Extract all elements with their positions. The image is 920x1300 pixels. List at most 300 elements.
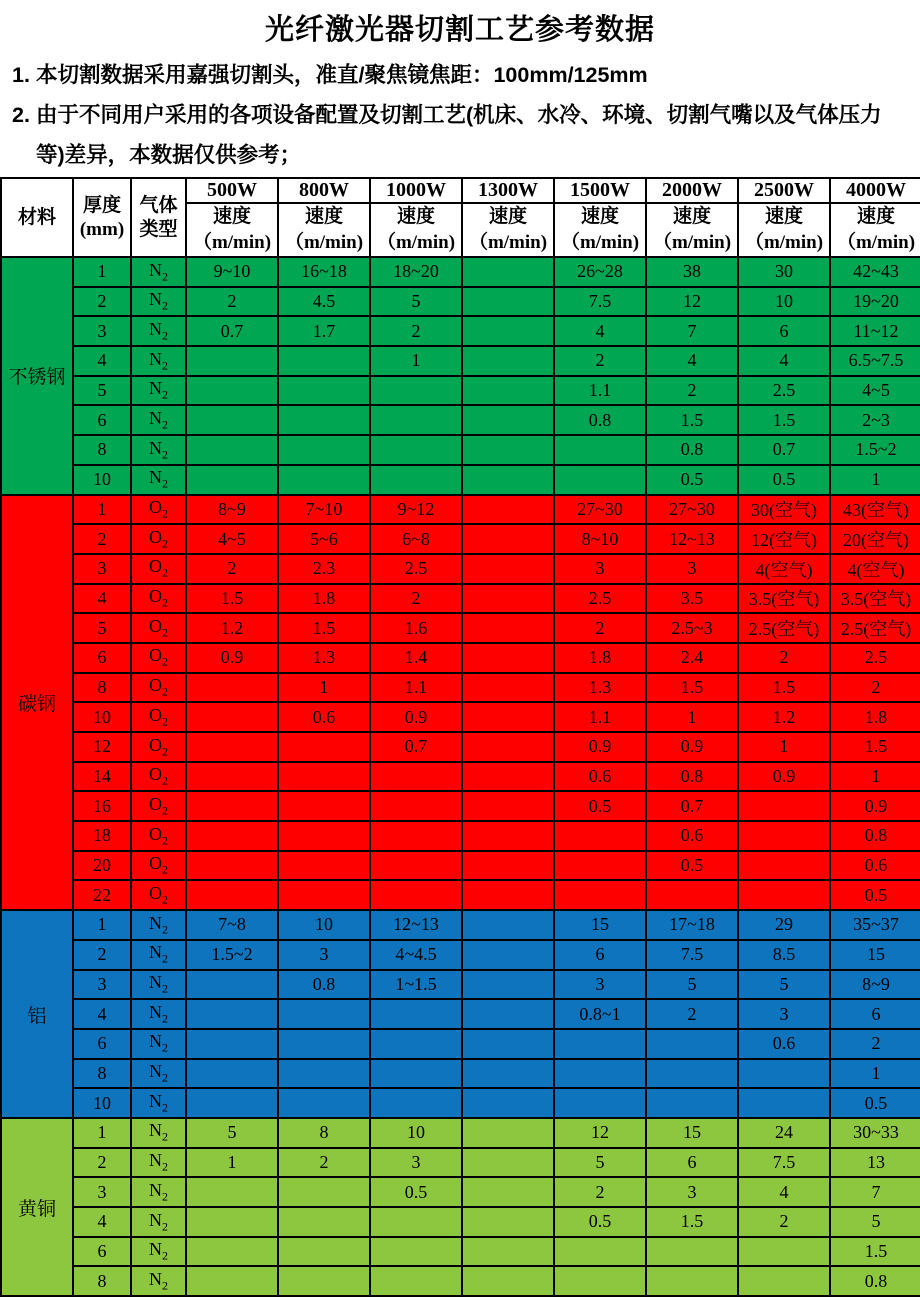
thickness-cell: 3 [73, 316, 131, 346]
speed-cell: 4~5 [186, 524, 278, 554]
table-row [1, 1088, 920, 1118]
speed-cell: 0.5 [738, 465, 830, 495]
speed-cell: 3 [278, 940, 370, 970]
speed-cell: 0.5 [554, 1207, 646, 1237]
speed-cell [462, 613, 554, 643]
header-power-500w: 500W [186, 178, 278, 203]
gas-cell: $N_2$ [131, 1088, 186, 1118]
speed-cell: 10 [370, 1118, 462, 1148]
speed-cell: 1 [830, 762, 920, 792]
speed-cell [462, 1088, 554, 1118]
note-1-number: 1. [12, 63, 30, 87]
thickness-cell: 5 [73, 613, 131, 643]
thickness-cell: 8 [73, 435, 131, 465]
speed-cell [186, 1207, 278, 1237]
speed-cell: 3 [738, 999, 830, 1029]
speed-cell [462, 851, 554, 881]
speed-cell: 0.8 [278, 970, 370, 1000]
table-row [1, 257, 920, 287]
gas-cell: $N_2$ [131, 376, 186, 406]
table-row [1, 970, 920, 1000]
speed-cell [462, 1118, 554, 1148]
speed-cell: 27~30 [554, 495, 646, 525]
speed-cell [462, 316, 554, 346]
speed-cell: 1.2 [186, 613, 278, 643]
thickness-cell: 8 [73, 673, 131, 703]
speed-cell: 0.6 [738, 1029, 830, 1059]
speed-cell: 2.5(空气) [830, 613, 920, 643]
gas-cell: $N_2$ [131, 910, 186, 940]
speed-cell: 18~20 [370, 257, 462, 287]
speed-cell [462, 762, 554, 792]
thickness-cell: 4 [73, 584, 131, 614]
speed-cell [186, 851, 278, 881]
speed-cell [186, 702, 278, 732]
speed-cell: 8 [278, 1118, 370, 1148]
gas-cell: $N_2$ [131, 316, 186, 346]
speed-cell [462, 346, 554, 376]
speed-cell: 0.6 [830, 851, 920, 881]
speed-cell: 0.9 [186, 643, 278, 673]
speed-cell [646, 1266, 738, 1296]
table-row [1, 1266, 920, 1296]
speed-cell: 1.8 [278, 584, 370, 614]
gas-cell: $N_2$ [131, 1118, 186, 1148]
thickness-cell: 10 [73, 465, 131, 495]
speed-cell [186, 880, 278, 910]
speed-cell: 7 [646, 316, 738, 346]
speed-cell [554, 465, 646, 495]
thickness-cell: 8 [73, 1266, 131, 1296]
note-1-text: 本切割数据采用嘉强切割头，准直/聚焦镜焦距：100mm/125mm [36, 63, 648, 87]
speed-cell [278, 376, 370, 406]
note-2 [12, 95, 910, 175]
speed-cell: 4 [738, 1177, 830, 1207]
gas-cell: $O_2$ [131, 673, 186, 703]
speed-cell [278, 762, 370, 792]
speed-cell: 9~10 [186, 257, 278, 287]
speed-cell [462, 405, 554, 435]
gas-cell: $O_2$ [131, 821, 186, 851]
speed-cell: 1.1 [554, 376, 646, 406]
speed-cell: 29 [738, 910, 830, 940]
table-body [1, 257, 920, 1296]
gas-cell: $O_2$ [131, 554, 186, 584]
speed-cell [278, 1088, 370, 1118]
header-speed-unit: 速度 （m/min) [462, 203, 554, 257]
thickness-cell: 12 [73, 732, 131, 762]
note-2-number: 2. [12, 103, 30, 127]
header-thickness: 厚度 (mm) [73, 178, 131, 257]
header-power-2500w: 2500W [738, 178, 830, 203]
speed-cell [462, 435, 554, 465]
speed-cell [370, 376, 462, 406]
speed-cell: 8~10 [554, 524, 646, 554]
speed-cell: 1 [370, 346, 462, 376]
speed-cell: 0.8 [646, 762, 738, 792]
table-row [1, 762, 920, 792]
speed-cell: 6.5~7.5 [830, 346, 920, 376]
speed-cell [278, 1207, 370, 1237]
speed-cell [738, 1059, 830, 1089]
speed-cell [462, 1266, 554, 1296]
speed-cell: 1.3 [278, 643, 370, 673]
thickness-cell: 4 [73, 1207, 131, 1237]
speed-cell: 4 [554, 316, 646, 346]
header-speed-unit: 速度 （m/min) [830, 203, 920, 257]
speed-cell: 0.8~1 [554, 999, 646, 1029]
thickness-cell: 2 [73, 524, 131, 554]
thickness-cell: 1 [73, 910, 131, 940]
speed-cell: 4 [738, 346, 830, 376]
table-row [1, 673, 920, 703]
table-row [1, 1148, 920, 1178]
header-gas-type: 气体 类型 [131, 178, 186, 257]
speed-cell: 0.5 [646, 465, 738, 495]
speed-cell: 0.8 [830, 821, 920, 851]
speed-cell: 2 [186, 554, 278, 584]
speed-cell: 1 [830, 1059, 920, 1089]
header-speed-unit: 速度 （m/min) [186, 203, 278, 257]
material-cell: 铝 [1, 910, 73, 1118]
table-row [1, 1118, 920, 1148]
speed-cell [186, 1088, 278, 1118]
speed-cell: 42~43 [830, 257, 920, 287]
speed-cell: 5~6 [278, 524, 370, 554]
speed-cell [462, 732, 554, 762]
speed-cell: 6 [554, 940, 646, 970]
speed-cell: 0.7 [646, 791, 738, 821]
speed-cell [370, 1237, 462, 1267]
gas-cell: $O_2$ [131, 851, 186, 881]
speed-cell: 4~4.5 [370, 940, 462, 970]
speed-cell [462, 880, 554, 910]
gas-cell: $O_2$ [131, 732, 186, 762]
speed-cell: 27~30 [646, 495, 738, 525]
speed-cell: 26~28 [554, 257, 646, 287]
speed-cell: 6 [830, 999, 920, 1029]
speed-cell [278, 435, 370, 465]
speed-cell [278, 1059, 370, 1089]
speed-cell [186, 346, 278, 376]
speed-cell: 7~8 [186, 910, 278, 940]
speed-cell [462, 257, 554, 287]
speed-cell: 1.5 [646, 1207, 738, 1237]
material-cell: 黄铜 [1, 1118, 73, 1296]
speed-cell: 12(空气) [738, 524, 830, 554]
speed-cell: 2 [554, 346, 646, 376]
header-material: 材料 [1, 178, 73, 257]
gas-cell: $N_2$ [131, 287, 186, 317]
table-row [1, 495, 920, 525]
gas-cell: $N_2$ [131, 940, 186, 970]
speed-cell [370, 851, 462, 881]
thickness-cell: 6 [73, 1237, 131, 1267]
speed-cell: 5 [646, 970, 738, 1000]
speed-cell [186, 821, 278, 851]
speed-cell: 7~10 [278, 495, 370, 525]
speed-cell: 8.5 [738, 940, 830, 970]
table-row [1, 1177, 920, 1207]
thickness-cell: 5 [73, 376, 131, 406]
speed-cell [462, 702, 554, 732]
speed-cell [554, 851, 646, 881]
thickness-cell: 10 [73, 1088, 131, 1118]
speed-cell: 12~13 [646, 524, 738, 554]
table-row [1, 465, 920, 495]
speed-cell [278, 465, 370, 495]
speed-cell [462, 999, 554, 1029]
speed-cell: 3.5 [646, 584, 738, 614]
speed-cell [462, 940, 554, 970]
speed-cell: 15 [830, 940, 920, 970]
speed-cell: 30 [738, 257, 830, 287]
speed-cell: 0.7 [370, 732, 462, 762]
speed-cell [462, 376, 554, 406]
note-1 [12, 55, 910, 95]
speed-cell: 1.5 [646, 405, 738, 435]
speed-cell [554, 1029, 646, 1059]
speed-cell: 1.3 [554, 673, 646, 703]
speed-cell: 8~9 [830, 970, 920, 1000]
speed-cell [462, 910, 554, 940]
speed-cell [554, 1059, 646, 1089]
speed-cell: 2.5 [738, 376, 830, 406]
speed-cell: 2 [830, 1029, 920, 1059]
speed-cell: 1.5 [278, 613, 370, 643]
gas-cell: $O_2$ [131, 613, 186, 643]
speed-cell: 1.5 [830, 732, 920, 762]
speed-cell [462, 465, 554, 495]
speed-cell: 2.4 [646, 643, 738, 673]
speed-cell: 2.3 [278, 554, 370, 584]
thickness-cell: 22 [73, 880, 131, 910]
speed-cell: 3 [370, 1148, 462, 1178]
thickness-cell: 3 [73, 1177, 131, 1207]
thickness-cell: 2 [73, 940, 131, 970]
speed-cell: 10 [738, 287, 830, 317]
gas-cell: $O_2$ [131, 584, 186, 614]
speed-cell: 1.1 [554, 702, 646, 732]
thickness-cell: 10 [73, 702, 131, 732]
thickness-cell: 6 [73, 1029, 131, 1059]
table-row [1, 376, 920, 406]
speed-cell: 1.1 [370, 673, 462, 703]
speed-cell [186, 435, 278, 465]
speed-cell [278, 1237, 370, 1267]
gas-cell: $N_2$ [131, 1059, 186, 1089]
speed-cell: 2 [278, 1148, 370, 1178]
speed-cell: 0.8 [554, 405, 646, 435]
speed-cell: 1.4 [370, 643, 462, 673]
thickness-cell: 14 [73, 762, 131, 792]
speed-cell [186, 732, 278, 762]
speed-cell: 19~20 [830, 287, 920, 317]
table-row [1, 1029, 920, 1059]
gas-cell: $N_2$ [131, 1177, 186, 1207]
speed-cell: 3 [646, 1177, 738, 1207]
speed-cell [738, 1088, 830, 1118]
header-power-1000w: 1000W [370, 178, 462, 203]
page-title: 光纤激光器切割工艺参考数据 [264, 14, 655, 46]
speed-cell: 13 [830, 1148, 920, 1178]
header-power-1300w: 1300W [462, 178, 554, 203]
table-row [1, 316, 920, 346]
gas-cell: $N_2$ [131, 1029, 186, 1059]
speed-cell: 12 [554, 1118, 646, 1148]
speed-cell [462, 554, 554, 584]
speed-cell [278, 405, 370, 435]
gas-cell: $O_2$ [131, 791, 186, 821]
speed-cell [370, 999, 462, 1029]
gas-cell: $O_2$ [131, 702, 186, 732]
speed-cell: 15 [646, 1118, 738, 1148]
speed-cell: 2.5 [830, 643, 920, 673]
speed-cell: 3 [646, 554, 738, 584]
speed-cell [462, 1237, 554, 1267]
speed-cell [186, 465, 278, 495]
speed-cell [646, 880, 738, 910]
gas-cell: $N_2$ [131, 970, 186, 1000]
speed-cell [370, 762, 462, 792]
speed-cell [278, 1266, 370, 1296]
speed-cell [738, 880, 830, 910]
speed-cell [554, 435, 646, 465]
speed-cell [738, 821, 830, 851]
speed-cell: 1.5~2 [830, 435, 920, 465]
header-speed-unit: 速度 （m/min) [278, 203, 370, 257]
speed-cell [462, 1148, 554, 1178]
speed-cell: 1.7 [278, 316, 370, 346]
speed-cell: 1 [278, 673, 370, 703]
speed-cell [370, 1029, 462, 1059]
speed-cell: 7 [830, 1177, 920, 1207]
table-row [1, 346, 920, 376]
speed-cell: 4.5 [278, 287, 370, 317]
cutting-data-table [0, 177, 920, 1297]
table-row [1, 999, 920, 1029]
table-row [1, 554, 920, 584]
gas-cell: $O_2$ [131, 762, 186, 792]
thickness-cell: 1 [73, 257, 131, 287]
speed-cell [462, 287, 554, 317]
speed-cell [462, 791, 554, 821]
speed-cell: 6~8 [370, 524, 462, 554]
material-cell: 碳钢 [1, 495, 73, 911]
speed-cell [554, 880, 646, 910]
speed-cell [554, 821, 646, 851]
table-row [1, 524, 920, 554]
speed-cell: 30(空气) [738, 495, 830, 525]
speed-cell [738, 851, 830, 881]
speed-cell: 2 [370, 316, 462, 346]
speed-cell: 5 [186, 1118, 278, 1148]
speed-cell [278, 880, 370, 910]
speed-cell: 0.5 [554, 791, 646, 821]
speed-cell [186, 1266, 278, 1296]
thickness-cell: 2 [73, 1148, 131, 1178]
speed-cell [186, 1237, 278, 1267]
speed-cell: 0.6 [554, 762, 646, 792]
speed-cell [554, 1237, 646, 1267]
speed-cell: 0.7 [186, 316, 278, 346]
gas-cell: $N_2$ [131, 1207, 186, 1237]
speed-cell: 43(空气) [830, 495, 920, 525]
notes [12, 55, 910, 175]
speed-cell: 15 [554, 910, 646, 940]
note-2-text: 由于不同用户采用的各项设备配置及切割工艺(机床、水冷、环境、切割气嘴以及气体压力等)差异，本数据仅供参考； [36, 103, 882, 167]
speed-cell: 16~18 [278, 257, 370, 287]
speed-cell: 2.5 [554, 584, 646, 614]
thickness-cell: 3 [73, 554, 131, 584]
speed-cell: 0.9 [830, 791, 920, 821]
speed-cell: 35~37 [830, 910, 920, 940]
speed-cell: 2 [370, 584, 462, 614]
speed-cell: 0.8 [646, 435, 738, 465]
speed-cell: 8~9 [186, 495, 278, 525]
speed-cell: 1 [738, 732, 830, 762]
gas-cell: $N_2$ [131, 435, 186, 465]
speed-cell: 2 [738, 643, 830, 673]
speed-cell: 0.5 [370, 1177, 462, 1207]
speed-cell [186, 405, 278, 435]
speed-cell: 2 [554, 1177, 646, 1207]
speed-cell: 1.2 [738, 702, 830, 732]
header-row-power [1, 178, 920, 203]
speed-cell [186, 1177, 278, 1207]
speed-cell: 2 [186, 287, 278, 317]
speed-cell: 5 [830, 1207, 920, 1237]
speed-cell: 30~33 [830, 1118, 920, 1148]
speed-cell [186, 999, 278, 1029]
material-cell: 不锈钢 [1, 257, 73, 495]
speed-cell: 3 [554, 970, 646, 1000]
speed-cell: 1.5 [646, 673, 738, 703]
thickness-cell: 3 [73, 970, 131, 1000]
speed-cell: 2.5~3 [646, 613, 738, 643]
speed-cell: 0.9 [646, 732, 738, 762]
speed-cell: 7.5 [554, 287, 646, 317]
speed-cell: 1~1.5 [370, 970, 462, 1000]
speed-cell [370, 1059, 462, 1089]
speed-cell [554, 1266, 646, 1296]
speed-cell: 2 [646, 999, 738, 1029]
gas-cell: $N_2$ [131, 1148, 186, 1178]
speed-cell: 3.5(空气) [738, 584, 830, 614]
speed-cell: 38 [646, 257, 738, 287]
speed-cell: 4(空气) [738, 554, 830, 584]
gas-cell: $N_2$ [131, 999, 186, 1029]
speed-cell [186, 970, 278, 1000]
table-row [1, 910, 920, 940]
speed-cell: 5 [738, 970, 830, 1000]
speed-cell: 2.5(空气) [738, 613, 830, 643]
speed-cell [646, 1237, 738, 1267]
speed-cell: 2 [830, 673, 920, 703]
speed-cell: 9~12 [370, 495, 462, 525]
gas-cell: $N_2$ [131, 346, 186, 376]
speed-cell: 1.5 [830, 1237, 920, 1267]
gas-cell: $N_2$ [131, 465, 186, 495]
speed-cell: 10 [278, 910, 370, 940]
speed-cell: 1.5 [738, 673, 830, 703]
speed-cell [646, 1059, 738, 1089]
speed-cell [738, 1237, 830, 1267]
speed-cell: 0.6 [646, 821, 738, 851]
speed-cell [186, 673, 278, 703]
speed-cell: 1.8 [830, 702, 920, 732]
speed-cell [370, 1088, 462, 1118]
